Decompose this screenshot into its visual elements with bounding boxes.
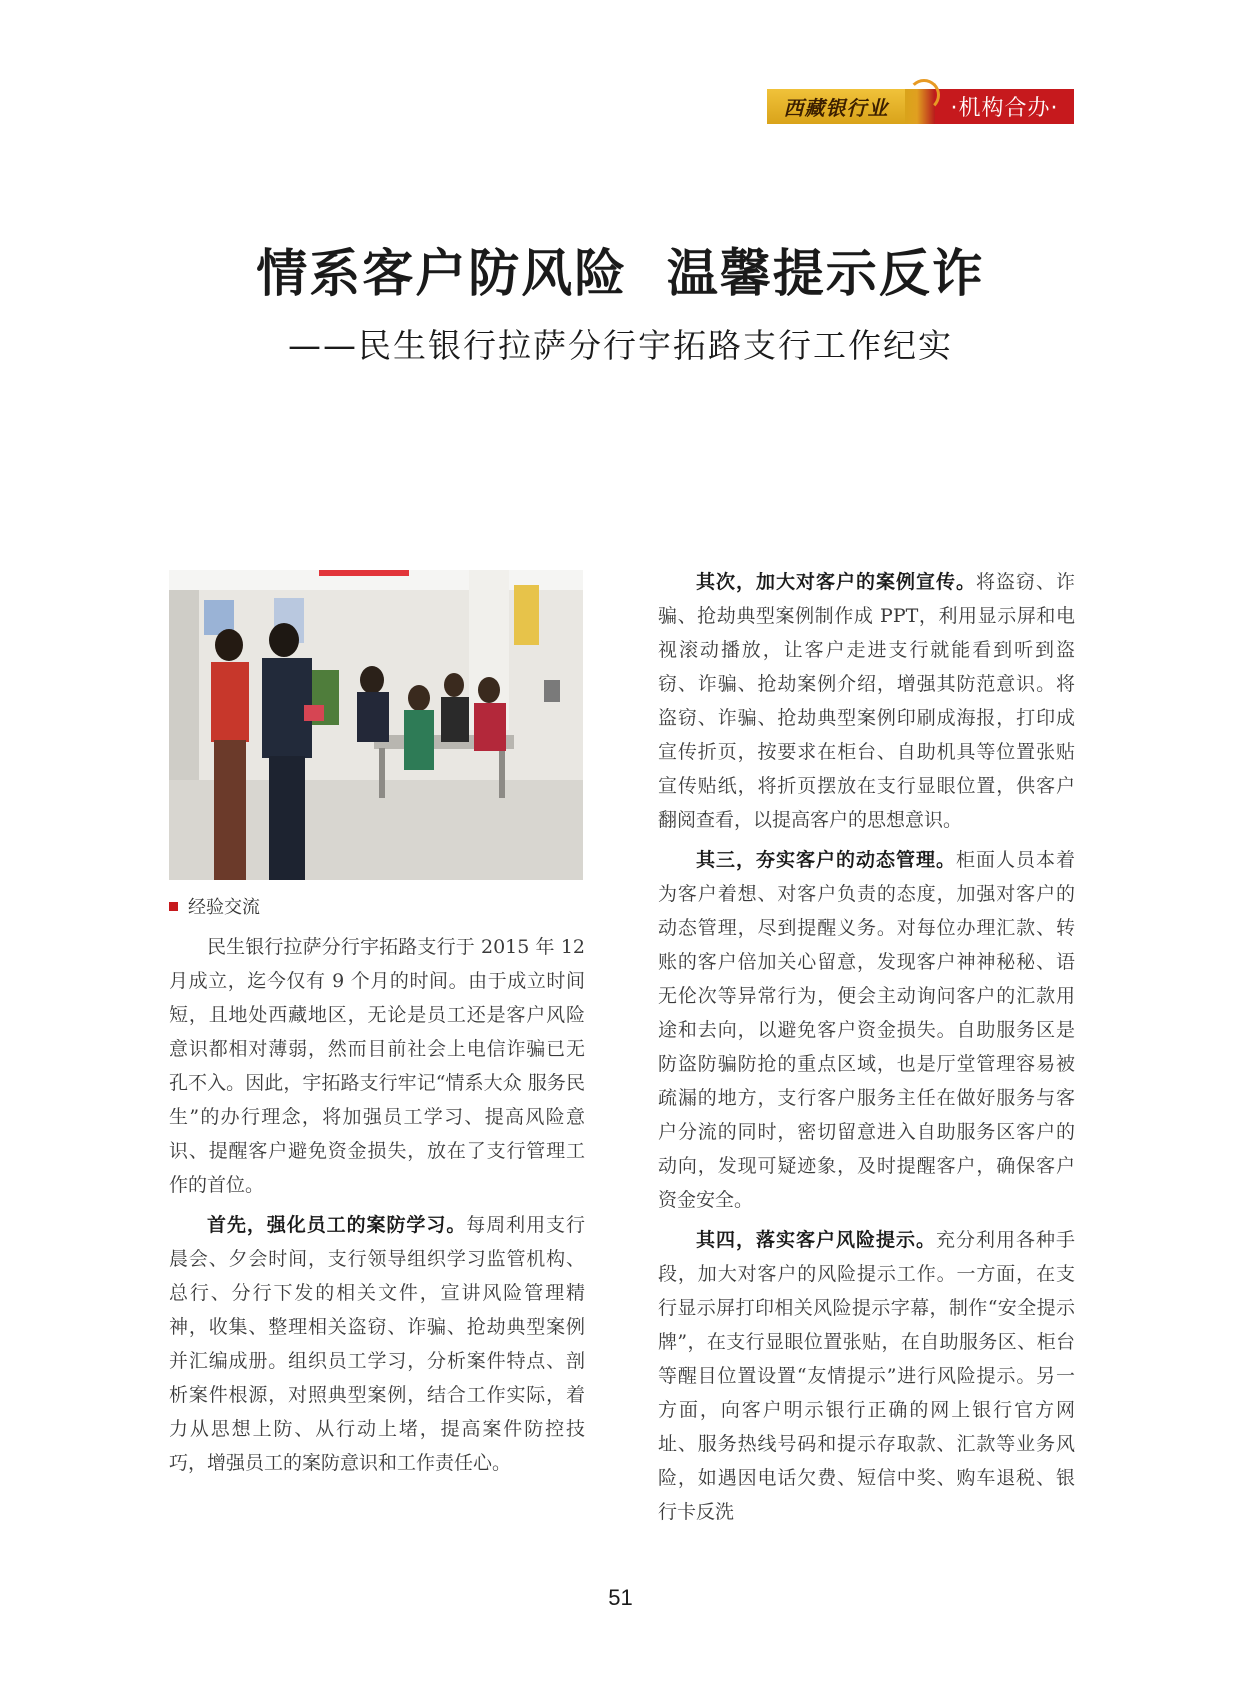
paragraph-body: 民生银行拉萨分行宇拓路支行于 2015 年 12 月成立，迄今仅有 9 个月的时间。由于成立时间短，且地处西藏地区，无论是员工还是客户风险意识都相对薄弱，然而目前社会上电信诈骗已无孔不入。因此，宇拓路支行牢记“情系大众 服务民生”的办行理念，将加强员工学习、提高风险意识、提醒客户避免资金损失，放在了支行管理工作的首位。 (169, 936, 585, 1196)
paragraph-lead: 首先，强化员工的案防学习。 (207, 1214, 467, 1236)
left-column (169, 930, 585, 1486)
paragraph-lead: 其四，落实客户风险提示。 (696, 1229, 936, 1251)
paragraph-body: 将盗窃、诈骗、抢劫典型案例制作成 PPT，利用显示屏和电视滚动播放，让客户走进支行就能看到听到盗窃、诈骗、抢劫案例介绍，增强其防范意识。将盗窃、诈骗、抢劫典型案例印刷成海报，打印成宣传折页，按要求在柜台、自助机具等位置张贴宣传贴纸，将折页摆放在支行显眼位置，供客户翻阅查看，以提高客户的思想意识。 (658, 571, 1075, 831)
right-column (658, 565, 1075, 1535)
article-subtitle: ——民生银行拉萨分行宇拓路支行工作纪实 (288, 326, 953, 365)
paragraph (169, 930, 585, 1202)
paragraph-body: 柜面人员本着为客户着想、对客户负责的态度，加强对客户的动态管理，尽到提醒义务。对每位办理汇款、转账的客户倍加关心留意，发现客户神神秘秘、语无伦次等异常行为，便会主动询问客户的汇款用途和去向，以避免客户资金损失。自助服务区是防盗防骗防抢的重点区域，也是厅堂管理容易被疏漏的地方，支行客户服务主任在做好服务与客户分流的同时，密切留意进入自助服务区客户的动向，发现可疑迹象，及时提醒客户，确保客户资金安全。 (658, 849, 1075, 1211)
paragraph (658, 843, 1075, 1217)
paragraph-lead: 其次，加大对客户的案例宣传。 (696, 571, 976, 593)
article-title: 情系客户防风险 温馨提示反诈 (256, 244, 985, 304)
swirl-ornament-icon (905, 89, 935, 124)
paragraph-lead: 其三，夯实客户的动态管理。 (696, 849, 956, 871)
paragraph-body: 充分利用各种手段，加大对客户的风险提示工作。一方面，在支行显示屏打印相关风险提示字幕，制作“安全提示牌”，在支行显眼位置张贴，在自助服务区、柜台等醒目位置设置“友情提示”进行风险提示。另一方面，向客户明示银行正确的网上银行官方网址、服务热线号码和提示存取款、汇款等业务风险，如遇因电话欠费、短信中奖、购车退税、银行卡反洗 (658, 1229, 1075, 1523)
caption-text: 经验交流 (188, 897, 260, 918)
paragraph-body: 每周利用支行晨会、夕会时间，支行领导组织学习监管机构、总行、分行下发的相关文件，宣讲风险管理精神，收集、整理相关盗窃、诈骗、抢劫典型案例并汇编成册。组织员工学习，分析案件特点、剖析案件根源，对照典型案例，结合工作实际，着力从思想上防、从行动上堵，提高案件防控技巧，增强员工的案防意识和工作责任心。 (169, 1214, 585, 1474)
section-banner (767, 89, 1074, 124)
section-label: ·机构合办· (935, 89, 1074, 124)
paragraph (658, 1223, 1075, 1529)
photo-caption (169, 893, 260, 919)
bank-lobby-photo-icon (169, 570, 583, 880)
brand-label: 西藏银行业 (767, 89, 905, 124)
article-photo (169, 570, 583, 880)
red-square-icon (169, 902, 178, 911)
paragraph (169, 1208, 585, 1480)
page-number: 51 (608, 1585, 633, 1610)
paragraph (658, 565, 1075, 837)
